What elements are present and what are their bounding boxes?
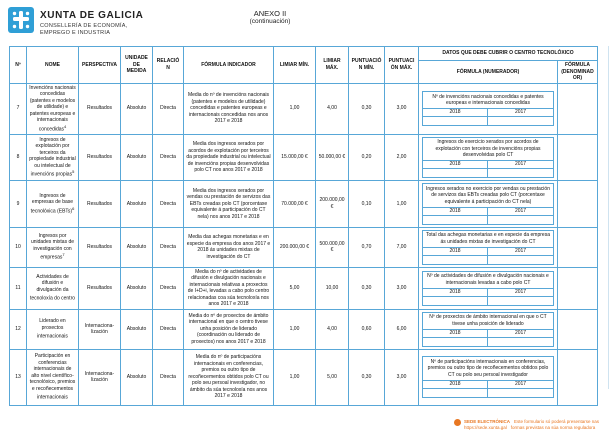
footer — [454, 419, 599, 433]
header-formula: FÓRMULA INDICADOR — [184, 47, 274, 84]
header-num: Nº — [10, 47, 27, 84]
numerador-years — [423, 381, 553, 397]
org-department — [40, 23, 144, 38]
header-relacion: RELACIÓN — [153, 47, 184, 84]
cell-num: 10 — [10, 227, 27, 267]
cell-limiar-max: 4,00 — [316, 83, 349, 134]
annex-title: ANEXO II — [253, 9, 287, 18]
page-header — [8, 7, 144, 40]
header-punt-min: PUNTUACIÓN MÍN. — [349, 47, 385, 84]
header-formula-denominador: FÓRMULA (DENOMINADOR) — [558, 61, 598, 84]
cell-relacion: Directa — [153, 349, 184, 405]
nome-text: Ingresos de explotación por terceiros da propiedade industrial ou intelectual de invencións propias — [29, 136, 76, 178]
nome-text: Invencións nacionais concedidas (patentes e modelos de utilidade) e patentes europeas e internacionais concedidas — [29, 84, 76, 133]
table-header — [10, 47, 598, 84]
indicators-table — [9, 46, 598, 406]
cell-unidade: Absoluto — [121, 83, 153, 134]
cell-nome — [27, 349, 79, 405]
numerador-years — [423, 161, 553, 177]
cell-formula-numerador — [419, 349, 558, 405]
cell-limiar-min: 1,00 — [274, 349, 316, 405]
org-dept-line1: CONSELLERÍA DE ECONOMÍA, — [40, 23, 128, 29]
cell-limiar-max: 500.000,00 € — [316, 227, 349, 267]
cell-punt-min: 0,60 — [349, 309, 385, 349]
cell-limiar-min: 200.000,00 € — [274, 227, 316, 267]
year-2017-value-field — [488, 169, 553, 177]
cell-formula-denominador — [558, 309, 598, 349]
cell-limiar-min: 15.000,00 € — [274, 134, 316, 181]
cell-nome — [27, 309, 79, 349]
numerador-box — [422, 271, 554, 306]
table-row — [10, 227, 598, 267]
numerador-label: Ingresos xerados no exercicio por vendas ou prestación de servizos das EBTs creadas polo CT (porcentaxe equivalente á participación do CT nela) — [423, 184, 553, 208]
numerador-years — [423, 109, 553, 125]
year-2017-header: 2017 — [488, 208, 553, 216]
numerador-years — [423, 330, 553, 346]
year-2018-value-field — [423, 256, 488, 264]
year-2018-value-field — [423, 297, 488, 305]
year-2017-value-field — [488, 256, 553, 264]
table-row — [10, 83, 598, 134]
cell-punt-max: 3,00 — [385, 83, 419, 134]
year-2018-header: 2018 — [423, 381, 488, 389]
cell-nome — [27, 134, 79, 181]
table-body — [10, 83, 598, 405]
nome-text: Ingresos de empresas de base tecnolóxica (EBTs) — [30, 192, 74, 215]
year-2018-value-field — [423, 338, 488, 346]
cell-limiar-max: 50.000,00 € — [316, 134, 349, 181]
nome-text: Liderado en proxectos internacionais — [37, 318, 68, 340]
footer-note-line1: Este formulario só poderá presentarse nas — [513, 418, 599, 424]
year-2017-header: 2017 — [488, 330, 553, 338]
cell-relacion: Directa — [153, 267, 184, 309]
cell-num: 8 — [10, 134, 27, 181]
year-2017-value-field — [488, 297, 553, 305]
header-punt-max: PUNTUACIÓN MÁX. — [385, 47, 419, 84]
annex-heading — [195, 9, 345, 25]
header-limiar-min: LIMIAR MÍN. — [274, 47, 316, 84]
nome-text: Ingresos por unidades mixtas de investigación con empresas — [30, 232, 75, 261]
year-2018-value-field — [423, 216, 488, 224]
numerador-label: Nº de participacións internacionais en conferencias, premios ou outro tipo de recoñecementos obtidos polo CT ou polo seu persoal investigador — [423, 357, 553, 381]
cell-perspectiva: Resultados — [79, 227, 121, 267]
cell-punt-min: 0,20 — [349, 134, 385, 181]
nome-footnote-ref: 6 — [72, 205, 75, 211]
nome-footnote-ref: 4 — [64, 123, 67, 129]
year-2018-header: 2018 — [423, 109, 488, 117]
nome-text: Participación en conferencias internacionais de alto nivel científico-tecnolóxico, premios e recoñecementos internacionais — [29, 353, 76, 401]
cell-formula-indicador: Media dos ingresos xerados por vendas ou prestación de servizos das EBTs creadas polo CT (porcentaxe equivalente á participación do CT nela) nos anos 2017 e 2018 — [184, 181, 274, 228]
org-dept-line2: EMPREGO E INDUSTRIA — [40, 30, 111, 37]
year-2018-value-field — [423, 169, 488, 177]
numerador-years — [423, 208, 553, 224]
cell-perspectiva: Resultados — [79, 83, 121, 134]
cell-num: 7 — [10, 83, 27, 134]
numerador-label: Nº de proxectos de ámbito internacional en que o CT tivese unha posición de liderado — [423, 313, 553, 330]
cell-relacion: Directa — [153, 83, 184, 134]
nome-text: Actividades de difusión e divulgación da tecnoloxía do centro — [29, 273, 76, 302]
cell-formula-numerador — [419, 227, 558, 267]
cell-limiar-min: 5,00 — [274, 267, 316, 309]
cell-unidade: Absoluto — [121, 227, 153, 267]
cell-num: 13 — [10, 349, 27, 405]
table-row — [10, 267, 598, 309]
header-formula-numerador: FÓRMULA (NUMERADOR) — [419, 61, 558, 84]
sede-url: https://sede.xunta.gal — [463, 425, 507, 431]
cell-formula-denominador — [558, 83, 598, 134]
indicators-table-wrap — [9, 46, 598, 406]
cell-formula-numerador — [419, 83, 558, 134]
header-unidade: UNIDADE DE MEDIDA — [121, 47, 153, 84]
numerador-label: Nº de invencións nacionais concedidas e patentes europeas e internacionais concedidas — [423, 92, 553, 109]
year-2017-header: 2017 — [488, 381, 553, 389]
cell-formula-numerador — [419, 134, 558, 181]
nome-footnote-ref: 5 — [72, 169, 75, 175]
cell-formula-indicador: Media das achegas monetarias e en especie da empresa dos anos 2017 e 2018 ás unidades mixtas de investigación do CT — [184, 227, 274, 267]
cell-perspectiva: Internaciona-lización — [79, 349, 121, 405]
header-limiar-max: LIMIAR MÁX. — [316, 47, 349, 84]
cell-formula-indicador: Media do nº de invencións nacionais (patentes e modelos de utilidade) concedidas e patentes europeas e internacionais concedidas nos anos 2017 e 2018 — [184, 83, 274, 134]
year-2018-header: 2018 — [423, 330, 488, 338]
cell-unidade: Absoluto — [121, 309, 153, 349]
year-2017-header: 2017 — [488, 161, 553, 169]
cell-num: 11 — [10, 267, 27, 309]
year-2018-header: 2018 — [423, 161, 488, 169]
cell-formula-denominador — [558, 267, 598, 309]
cell-nome — [27, 181, 79, 228]
annex-subtitle: (continuación) — [249, 18, 291, 25]
year-2017-value-field — [488, 216, 553, 224]
cell-perspectiva: Resultados — [79, 267, 121, 309]
cell-formula-indicador: Media do nº de actividades de difusión e divulgación nacionais e internacionais relativas a proxectos de I+D+i, levadas a cabo polo centro relacionadas coa súa tecnoloxía nos anos 2017 e 2018 — [184, 267, 274, 309]
cell-num: 12 — [10, 309, 27, 349]
year-2017-value-field — [488, 389, 553, 397]
cell-limiar-min: 1,00 — [274, 309, 316, 349]
cell-punt-max: 6,00 — [385, 309, 419, 349]
year-2017-value-field — [488, 117, 553, 125]
cell-relacion: Directa — [153, 309, 184, 349]
cell-nome — [27, 227, 79, 267]
cell-formula-numerador — [419, 267, 558, 309]
cell-formula-denominador — [558, 227, 598, 267]
nome-footnote-ref: 7 — [62, 252, 65, 258]
cell-unidade: Absoluto — [121, 181, 153, 228]
cell-limiar-max: 10,00 — [316, 267, 349, 309]
year-2017-header: 2017 — [488, 248, 553, 256]
numerador-box — [422, 91, 554, 126]
cell-limiar-max: 200.000,00 € — [316, 181, 349, 228]
table-row — [10, 349, 598, 405]
cell-punt-max: 2,00 — [385, 134, 419, 181]
cell-formula-denominador — [558, 134, 598, 181]
year-2017-value-field — [488, 338, 553, 346]
page-edge-mark — [608, 46, 609, 389]
numerador-label: Ingresos do exercicio xerados por acordos de explotación con terceiros de invencións propias desenvolvidas polo CT — [423, 138, 553, 162]
table-row — [10, 181, 598, 228]
cell-formula-indicador: Media do nº de participacións internacionais en conferencias, premios ou outro tipo de recoñecementos obtidos polo CT ou polo seu persoal investigador, no ámbito da súa tecnoloxía nos anos 2017 e 2018 — [184, 349, 274, 405]
numerador-box — [422, 183, 554, 225]
numerador-box — [422, 230, 554, 265]
year-2018-header: 2018 — [423, 289, 488, 297]
cell-unidade: Absoluto — [121, 267, 153, 309]
cell-nome — [27, 83, 79, 134]
header-perspectiva: PERSPECTIVA — [79, 47, 121, 84]
cell-punt-min: 0,30 — [349, 267, 385, 309]
cell-formula-denominador — [558, 349, 598, 405]
year-2017-header: 2017 — [488, 289, 553, 297]
xunta-de-galicia-logo-icon — [8, 7, 34, 40]
cell-punt-min: 0,30 — [349, 349, 385, 405]
header-datos-ct: DATOS QUE DEBE CUBRIR O CENTRO TECNOLÓXICO — [419, 47, 598, 61]
cell-punt-max: 3,00 — [385, 349, 419, 405]
cell-perspectiva: Resultados — [79, 134, 121, 181]
cell-relacion: Directa — [153, 227, 184, 267]
cell-relacion: Directa — [153, 181, 184, 228]
cell-unidade: Absoluto — [121, 349, 153, 405]
footer-note-line2: formas previstas na súa norma reguladora — [510, 425, 596, 431]
cell-punt-min: 0,30 — [349, 83, 385, 134]
sede-electronica-label: SEDE ELECTRÓNICA — [463, 418, 510, 424]
org-name: XUNTA DE GALICIA — [40, 10, 144, 21]
numerador-label: Nº de actividades de difusión e divulgación nacionais e internacionais levadas a cabo polo CT — [423, 272, 553, 289]
cell-nome — [27, 267, 79, 309]
sede-electronica-icon — [454, 419, 461, 426]
cell-limiar-max: 4,00 — [316, 309, 349, 349]
cell-unidade: Absoluto — [121, 134, 153, 181]
numerador-years — [423, 289, 553, 305]
cell-punt-min: 0,70 — [349, 227, 385, 267]
cell-punt-max: 3,00 — [385, 267, 419, 309]
cell-relacion: Directa — [153, 134, 184, 181]
numerador-box — [422, 312, 554, 347]
cell-perspectiva: Internaciona-lización — [79, 309, 121, 349]
numerador-box — [422, 356, 554, 398]
table-row — [10, 309, 598, 349]
cell-formula-indicador: Media dos ingresos xerados por acordos de explotación por terceiros da propiedade industrial ou intelectual de invencións propias desenvolvidas polo CT nos anos 2017 e 2018 — [184, 134, 274, 181]
year-2018-value-field — [423, 117, 488, 125]
table-row — [10, 134, 598, 181]
cell-perspectiva: Resultados — [79, 181, 121, 228]
cell-num: 9 — [10, 181, 27, 228]
numerador-years — [423, 248, 553, 264]
cell-punt-max: 7,00 — [385, 227, 419, 267]
cell-formula-denominador — [558, 181, 598, 228]
year-2018-header: 2018 — [423, 208, 488, 216]
header-nome: NOME — [27, 47, 79, 84]
cell-punt-max: 1,00 — [385, 181, 419, 228]
cell-formula-indicador: Media do nº de proxectos de ámbito internacional en que o centro tivese unha posición de liderado (coordinación ou liderado de proxectos) nos anos 2017 e 2018 — [184, 309, 274, 349]
cell-limiar-min: 70.000,00 € — [274, 181, 316, 228]
year-2018-value-field — [423, 389, 488, 397]
cell-formula-numerador — [419, 181, 558, 228]
year-2017-header: 2017 — [488, 109, 553, 117]
cell-punt-min: 0,10 — [349, 181, 385, 228]
numerador-box — [422, 137, 554, 179]
cell-limiar-min: 1,00 — [274, 83, 316, 134]
numerador-label: Total das achegas monetarias e en especie da empresa ás unidades mixtas de investigación do CT — [423, 231, 553, 248]
year-2018-header: 2018 — [423, 248, 488, 256]
cell-limiar-max: 5,00 — [316, 349, 349, 405]
cell-formula-numerador — [419, 309, 558, 349]
